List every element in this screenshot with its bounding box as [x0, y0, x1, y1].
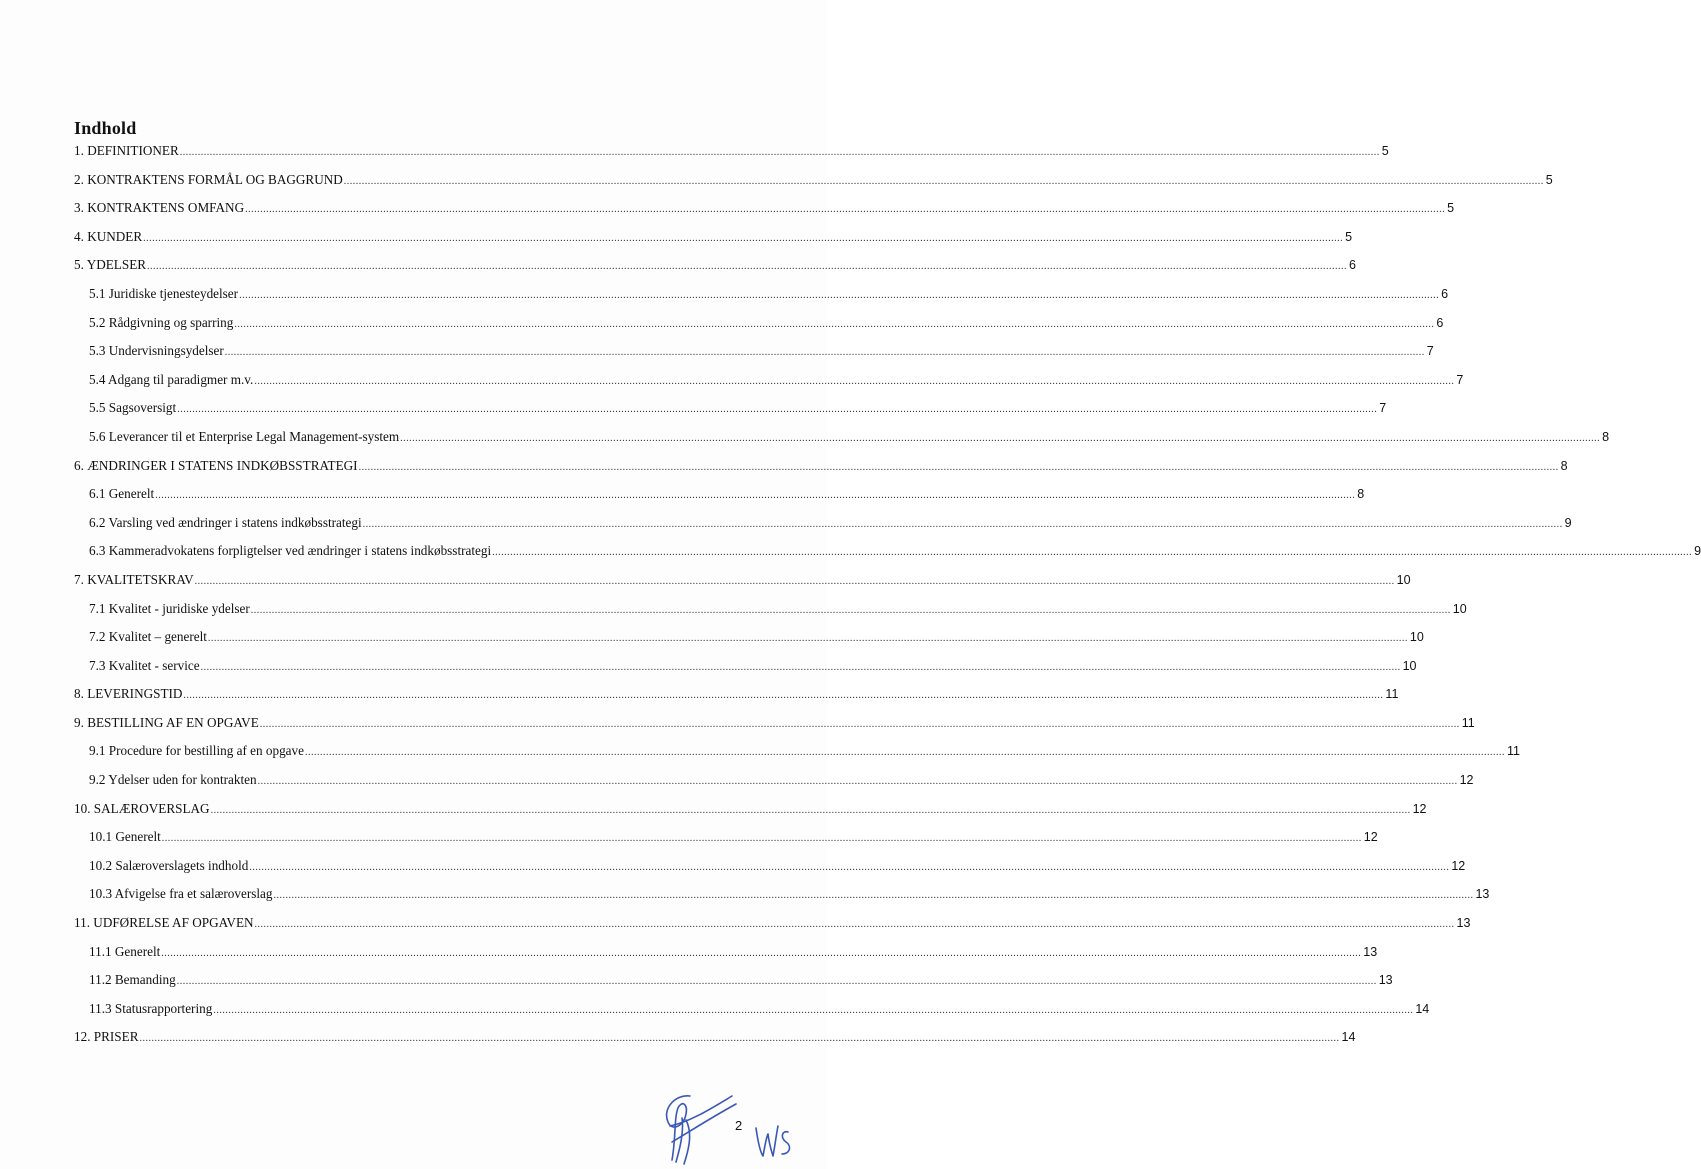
toc-entry[interactable]	[74, 200, 1455, 229]
toc-dot-leader: ................................................................................................................................................................................................................................................................................................................................................................................................................	[259, 718, 1460, 730]
toc-entry-page: 11	[1461, 715, 1475, 730]
toc-dot-leader: ................................................................................................................................................................................................................................................................................................................................................................................................................	[213, 1004, 1414, 1016]
toc-dot-leader: ................................................................................................................................................................................................................................................................................................................................................................................................................	[239, 289, 1440, 301]
toc-entry[interactable]	[74, 943, 1378, 973]
toc-entry-page: 5	[1545, 172, 1553, 187]
toc-entry-title: 5.4 Adgang til paradigmer m.v.	[89, 371, 254, 387]
toc-entry-page: 5	[1381, 144, 1389, 158]
toc-entry-page: 14	[1415, 1001, 1430, 1016]
toc-entry-page: 7	[1379, 401, 1387, 416]
toc-entry-page: 10	[1409, 630, 1424, 645]
toc-entry[interactable]	[74, 486, 1365, 515]
toc-dot-leader: ................................................................................................................................................................................................................................................................................................................................................................................................................	[358, 461, 1559, 473]
toc-dot-leader: ................................................................................................................................................................................................................................................................................................................................................................................................................	[177, 404, 1378, 416]
toc-entry-title: 5.3 Undervisningsydelser	[89, 343, 224, 359]
toc-entry-title: 5.2 Rådgivning og sparring	[89, 314, 234, 330]
toc-entry-title: 6.1 Generelt	[89, 486, 155, 502]
toc-entry-title: 4. KUNDER	[74, 228, 143, 244]
toc-dot-leader: ................................................................................................................................................................................................................................................................................................................................................................................................................	[210, 804, 1411, 816]
toc-dot-leader: ................................................................................................................................................................................................................................................................................................................................................................................................................	[257, 776, 1458, 788]
toc-dot-leader: ................................................................................................................................................................................................................................................................................................................................................................................................................	[179, 147, 1380, 158]
toc-entry-title: 7. KVALITETSKRAV	[74, 571, 194, 587]
toc-entry[interactable]	[74, 171, 1553, 201]
toc-dot-leader: ................................................................................................................................................................................................................................................................................................................................................................................................................	[249, 861, 1450, 873]
toc-entry-title: 11.3 Statusrapportering	[89, 1000, 213, 1016]
toc-dot-leader: ................................................................................................................................................................................................................................................................................................................................................................................................................	[161, 947, 1362, 959]
toc-entry-title: 12. PRISER	[74, 1029, 139, 1045]
toc-entry-page: 11	[1506, 744, 1520, 759]
toc-entry[interactable]	[74, 285, 1449, 315]
toc-entry-title: 6.2 Varsling ved ændringer i statens indkøbsstrategi	[89, 514, 362, 530]
toc-dot-leader: ................................................................................................................................................................................................................................................................................................................................................................................................................	[273, 890, 1474, 902]
toc-entry-page: 5	[1345, 229, 1353, 244]
table-of-contents	[74, 143, 1701, 1058]
toc-entry[interactable]	[74, 257, 1356, 286]
handwritten-signature	[632, 1082, 802, 1166]
toc-entry[interactable]	[74, 714, 1475, 744]
toc-entry-page: 8	[1357, 487, 1365, 502]
toc-entry[interactable]	[74, 314, 1444, 344]
toc-entry-page: 9	[1694, 544, 1701, 559]
toc-entry-page: 8	[1602, 429, 1610, 444]
toc-entry[interactable]	[74, 343, 1434, 372]
toc-entry-title: 5.6 Leverancer til et Enterprise Legal Management-system	[89, 428, 400, 444]
toc-entry-title: 11.1 Generelt	[89, 943, 161, 959]
toc-entry[interactable]	[74, 543, 1701, 572]
toc-entry-page: 5	[1447, 201, 1455, 216]
page-number: 2	[735, 1118, 743, 1133]
toc-dot-leader: ................................................................................................................................................................................................................................................................................................................................................................................................................	[234, 318, 1435, 330]
toc-entry[interactable]	[74, 857, 1466, 887]
toc-dot-leader: ................................................................................................................................................................................................................................................................................................................................................................................................................	[176, 976, 1377, 988]
toc-entry-page: 6	[1441, 286, 1449, 301]
toc-entry-page: 9	[1564, 515, 1572, 530]
toc-entry-title: 3. KONTRAKTENS OMFANG	[74, 200, 245, 216]
toc-entry[interactable]	[74, 772, 1474, 801]
toc-entry-title: 10.3 Afvigelse fra et salæroverslag	[89, 886, 273, 902]
toc-entry[interactable]	[74, 915, 1471, 944]
toc-entry-page: 12	[1412, 801, 1427, 816]
toc-entry-page: 10	[1452, 601, 1467, 616]
toc-entry-title: 9.2 Ydelser uden for kontrakten	[89, 772, 257, 788]
toc-entry-page: 13	[1363, 944, 1378, 959]
toc-entry-title: 10. SALÆROVERSLAG	[74, 800, 210, 816]
toc-entry[interactable]	[74, 686, 1399, 715]
toc-entry[interactable]	[74, 514, 1572, 544]
toc-entry[interactable]	[74, 743, 1520, 772]
toc-entry-title: 8. LEVERINGSTID	[74, 686, 183, 702]
toc-entry-page: 6	[1349, 258, 1356, 273]
toc-entry[interactable]	[74, 457, 1568, 487]
toc-entry[interactable]	[74, 571, 1411, 601]
toc-dot-leader: ................................................................................................................................................................................................................................................................................................................................................................................................................	[400, 432, 1601, 444]
toc-entry-title: 7.1 Kvalitet - juridiske ydelser	[89, 600, 250, 616]
toc-dot-leader: ................................................................................................................................................................................................................................................................................................................................................................................................................	[147, 261, 1348, 273]
toc-dot-leader: ................................................................................................................................................................................................................................................................................................................................................................................................................	[183, 690, 1384, 702]
toc-dot-leader: ................................................................................................................................................................................................................................................................................................................................................................................................................	[143, 232, 1344, 244]
toc-entry[interactable]	[74, 143, 1389, 172]
toc-dot-leader: ................................................................................................................................................................................................................................................................................................................................................................................................................	[161, 833, 1362, 845]
toc-entry-title: 7.3 Kvalitet - service	[89, 657, 200, 673]
toc-entry-page: 12	[1363, 830, 1378, 845]
toc-dot-leader: ................................................................................................................................................................................................................................................................................................................................................................................................................	[254, 919, 1455, 931]
toc-entry-page: 11	[1385, 687, 1399, 702]
toc-entry-title: 9.1 Procedure for bestilling af en opgave	[89, 743, 304, 759]
toc-dot-leader: ................................................................................................................................................................................................................................................................................................................................................................................................................	[245, 204, 1446, 216]
toc-entry-title: 11.2 Bemanding	[89, 972, 176, 988]
toc-dot-leader: ................................................................................................................................................................................................................................................................................................................................................................................................................	[200, 661, 1401, 673]
toc-entry[interactable]	[74, 428, 1610, 458]
toc-dot-leader: ................................................................................................................................................................................................................................................................................................................................................................................................................	[250, 604, 1451, 616]
toc-entry-page: 12	[1451, 858, 1466, 873]
toc-entry-title: 7.2 Kvalitet – generelt	[89, 629, 207, 645]
toc-dot-leader: ................................................................................................................................................................................................................................................................................................................................................................................................................	[155, 490, 1356, 502]
toc-entry[interactable]	[74, 228, 1353, 258]
toc-entry[interactable]	[74, 1029, 1356, 1058]
toc-entry-page: 10	[1396, 572, 1411, 587]
toc-entry[interactable]	[74, 400, 1387, 429]
toc-entry[interactable]	[74, 657, 1417, 687]
toc-dot-leader: ................................................................................................................................................................................................................................................................................................................................................................................................................	[224, 347, 1425, 359]
toc-dot-leader: ................................................................................................................................................................................................................................................................................................................................................................................................................	[492, 547, 1693, 559]
toc-dot-leader: ................................................................................................................................................................................................................................................................................................................................................................................................................	[343, 175, 1544, 187]
toc-entry-page: 10	[1402, 658, 1417, 673]
toc-entry-title: 6.3 Kammeradvokatens forpligtelser ved ændringer i statens indkøbsstrategi	[89, 543, 492, 559]
toc-entry[interactable]	[74, 371, 1464, 401]
toc-entry[interactable]	[74, 886, 1490, 915]
toc-heading: Indhold	[74, 118, 137, 138]
toc-entry-page: 7	[1456, 372, 1464, 387]
toc-entry-page: 13	[1456, 916, 1471, 931]
toc-dot-leader: ................................................................................................................................................................................................................................................................................................................................................................................................................	[362, 518, 1563, 530]
toc-dot-leader: ................................................................................................................................................................................................................................................................................................................................................................................................................	[194, 575, 1395, 587]
toc-entry-title: 5. YDELSER	[74, 257, 147, 273]
toc-entry-page: 13	[1378, 973, 1393, 988]
toc-entry-title: 2. KONTRAKTENS FORMÅL OG BAGGRUND	[74, 171, 343, 187]
toc-entry-title: 5.5 Sagsoversigt	[89, 400, 177, 416]
toc-entry-page: 7	[1426, 344, 1434, 359]
toc-entry-page: 14	[1341, 1030, 1356, 1045]
toc-entry-title: 5.1 Juridiske tjenesteydelser	[89, 285, 239, 301]
toc-entry-page: 6	[1436, 315, 1444, 330]
toc-entry[interactable]	[74, 800, 1427, 830]
toc-entry[interactable]	[74, 600, 1467, 630]
toc-dot-leader: ................................................................................................................................................................................................................................................................................................................................................................................................................	[304, 747, 1505, 759]
toc-entry[interactable]	[74, 829, 1378, 858]
toc-entry[interactable]	[74, 972, 1393, 1001]
toc-entry-page: 12	[1459, 773, 1474, 788]
toc-entry-page: 8	[1560, 458, 1568, 473]
toc-entry[interactable]	[74, 1000, 1430, 1030]
toc-entry-title: 10.1 Generelt	[89, 829, 161, 845]
toc-dot-leader: ................................................................................................................................................................................................................................................................................................................................................................................................................	[139, 1033, 1340, 1045]
toc-dot-leader: ................................................................................................................................................................................................................................................................................................................................................................................................................	[207, 633, 1408, 645]
toc-entry-title: 10.2 Salæroverslagets indhold	[89, 857, 249, 873]
toc-entry[interactable]	[74, 629, 1424, 658]
toc-entry-title: 11. UDFØRELSE AF OPGAVEN	[74, 915, 254, 931]
toc-entry-title: 1. DEFINITIONER	[74, 143, 179, 158]
toc-entry-page: 13	[1475, 887, 1490, 902]
toc-entry-title: 6. ÆNDRINGER I STATENS INDKØBSSTRATEGI	[74, 457, 358, 473]
toc-entry-title: 9. BESTILLING AF EN OPGAVE	[74, 714, 259, 730]
toc-dot-leader: ................................................................................................................................................................................................................................................................................................................................................................................................................	[254, 375, 1455, 387]
